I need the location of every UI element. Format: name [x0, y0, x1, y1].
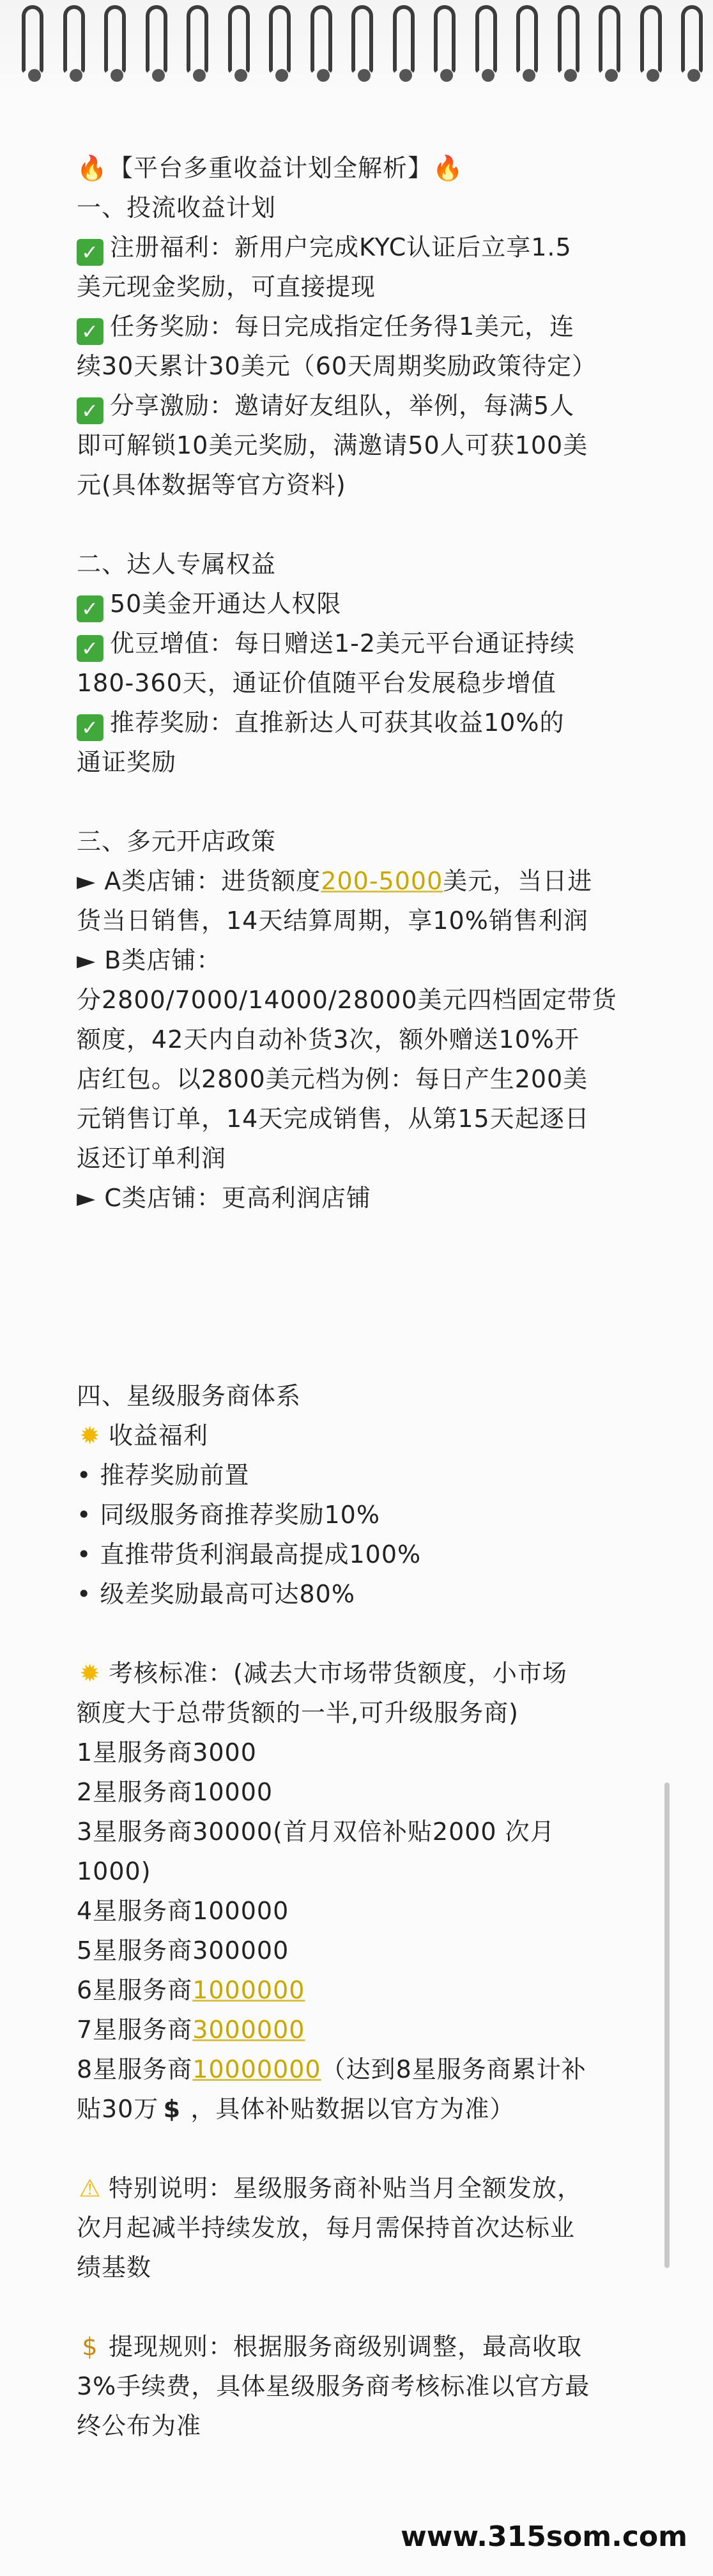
item-text: 50美金开通达人权限	[110, 590, 342, 618]
check-mark-icon: ✓	[77, 635, 103, 662]
binding-ring	[596, 5, 625, 82]
benefits-title-text: 收益福利	[109, 1422, 209, 1450]
level-value: 30000(首月双倍补贴2000 次月	[192, 1818, 555, 1846]
binding-ring	[555, 5, 585, 82]
item-continuation: 美元现金奖励，可直接提现	[77, 273, 376, 301]
highlighted-amount: 200-5000	[321, 867, 443, 895]
standard-line	[77, 1653, 639, 1693]
highlighted-amount: 3000000	[192, 2016, 305, 2044]
binding-ring	[19, 5, 49, 82]
level-value: 300000	[192, 1936, 289, 1965]
standard-line: 额度大于总带货额的一半,可升级服务商)	[77, 1699, 519, 1727]
binding-ring	[308, 5, 337, 82]
level-value: 10000	[192, 1778, 273, 1806]
level-row	[77, 1970, 639, 2010]
list-item	[77, 227, 639, 267]
list-item	[77, 703, 639, 742]
heavy-dollar-sign-icon: $	[163, 2095, 181, 2123]
withdraw-rule	[77, 2327, 639, 2366]
watermark: www.315som.com	[401, 2520, 687, 2553]
item-text: 分享激励：邀请好友组队，举例，每满5人	[110, 392, 575, 420]
shop-b-line: 店红包。以2800美元档为例：每日产生200美	[77, 1065, 588, 1093]
special-note	[77, 2168, 639, 2208]
level-row	[77, 1812, 639, 1851]
item-continuation: 通证奖励	[77, 748, 177, 776]
level-row	[77, 1733, 639, 1772]
level-row	[77, 1931, 639, 1970]
binding-ring	[349, 5, 378, 82]
level-row	[77, 1851, 639, 1891]
level-label: 3星服务商	[77, 1818, 193, 1846]
highlighted-amount: 10000000	[192, 2055, 321, 2083]
check-mark-icon: ✓	[77, 397, 103, 424]
level-label: 1星服务商	[77, 1738, 193, 1767]
level-label: 8星服务商	[77, 2055, 193, 2083]
level-label: 5星服务商	[77, 1936, 193, 1965]
item-continuation: 续30天累计30美元（60天周期奖励政策待定）	[77, 352, 597, 380]
level-value: 100000	[192, 1897, 289, 1925]
shop-b-line: 分2800/7000/14000/28000美元四档固定带货	[77, 986, 617, 1014]
shop-b-line: 元销售订单，14天完成销售，从第15天起逐日	[77, 1105, 590, 1133]
level-label: 6星服务商	[77, 1976, 193, 2004]
shop-c-line: ► C类店铺：更高利润店铺	[77, 1184, 371, 1212]
item-continuation: 货当日销售，14天结算周期，享10%销售利润	[77, 907, 588, 935]
section-heading: 一、投流收益计划	[77, 194, 277, 222]
page-title	[77, 148, 639, 188]
level-row	[77, 2010, 639, 2050]
fire-icon: 🔥	[433, 154, 464, 182]
level-note-text: ，具体补贴数据以官方为准）	[190, 2095, 515, 2123]
binding-ring	[638, 5, 667, 82]
binding-ring	[473, 5, 502, 82]
fire-icon: 🔥	[77, 154, 108, 182]
level-note-text: 贴30万	[77, 2095, 159, 2123]
binding-ring	[184, 5, 213, 82]
benefits-title	[77, 1416, 639, 1455]
level-row	[77, 2050, 639, 2089]
check-mark-icon: ✓	[77, 239, 103, 266]
level-label: 2星服务商	[77, 1778, 193, 1806]
shop-a-line	[77, 861, 639, 901]
level-label: 4星服务商	[77, 1897, 193, 1925]
level-row	[77, 1772, 639, 1812]
binding-ring	[61, 5, 90, 82]
binding-ring	[143, 5, 172, 82]
level-note-line	[77, 2089, 639, 2129]
binding-ring	[678, 5, 708, 82]
item-text: 注册福利：新用户完成KYC认证后立享1.5	[110, 233, 572, 261]
level-label: 7星服务商	[77, 2016, 193, 2044]
scrollbar[interactable]	[664, 1782, 670, 2268]
special-text: 特别说明：星级服务商补贴当月全额发放，	[109, 2174, 583, 2202]
highlighted-amount: 1000000	[192, 1976, 305, 2004]
level-note: （达到8星服务商累计补	[321, 2055, 586, 2083]
item-continuation: 180-360天，通证价值随平台发展稳步增值	[77, 669, 556, 697]
check-mark-icon: ✓	[77, 714, 103, 741]
notebook-spiral-binding	[0, 0, 713, 96]
item-text: 推荐奖励：直推新达人可获其收益10%的	[110, 709, 565, 737]
shop-b-title: ► B类店铺：	[77, 946, 222, 974]
article-body	[77, 148, 639, 2446]
list-item	[77, 307, 639, 346]
shop-b-line: 返还订单利润	[77, 1144, 227, 1172]
item-text: 优豆增值：每日赠送1-2美元平台通证持续	[110, 629, 576, 657]
glowing-star-icon: ✹	[79, 1422, 101, 1450]
title-text: 【平台多重收益计划全解析】	[109, 154, 433, 182]
bullet-item: • 级差奖励最高可达80%	[77, 1580, 355, 1608]
section-heading: 二、达人专属权益	[77, 550, 277, 578]
section-heading: 三、多元开店政策	[77, 827, 277, 855]
money-bag-icon: $	[82, 2333, 98, 2361]
level-row	[77, 1891, 639, 1931]
list-item	[77, 624, 639, 663]
list-item	[77, 386, 639, 425]
binding-ring	[390, 5, 420, 82]
glowing-star-icon: ✹	[79, 1659, 101, 1687]
withdraw-rule: 3%手续费，具体星级服务商考核标准以官方最	[77, 2372, 590, 2400]
check-mark-icon: ✓	[77, 595, 103, 622]
standard-text: 考核标准：(减去大市场带货额度，小市场	[109, 1659, 567, 1687]
withdraw-text: 提现规则：根据服务商级别调整，最高收取	[109, 2333, 583, 2361]
special-note: 次月起减半持续发放，每月需保持首次达标业	[77, 2214, 576, 2242]
binding-ring	[102, 5, 131, 82]
item-continuation: 即可解锁10美元奖励，满邀请50人可获100美	[77, 431, 588, 459]
level-value: 1000)	[77, 1857, 151, 1885]
check-mark-icon: ✓	[77, 318, 103, 345]
shop-a-suffix: 美元，当日进	[443, 867, 593, 895]
withdraw-rule: 终公布为准	[77, 2412, 202, 2440]
binding-ring	[514, 5, 543, 82]
shop-b-line: 额度，42天内自动补货3次，额外赠送10%开	[77, 1025, 579, 1054]
binding-ring	[226, 5, 255, 82]
bullet-item: • 直推带货利润最高提成100%	[77, 1540, 422, 1568]
bullet-item: • 同级服务商推荐奖励10%	[77, 1501, 380, 1529]
bullet-item: • 推荐奖励前置	[77, 1461, 250, 1489]
section-heading: 四、星级服务商体系	[77, 1382, 302, 1410]
list-item	[77, 584, 639, 624]
item-continuation: 元(具体数据等官方资料)	[77, 471, 346, 499]
binding-ring	[431, 5, 461, 82]
shop-a-prefix: ► A类店铺：进货额度	[77, 867, 321, 895]
item-text: 任务奖励：每日完成指定任务得1美元，连	[110, 312, 575, 341]
warning-icon: ⚠	[79, 2174, 102, 2202]
special-note: 绩基数	[77, 2253, 152, 2281]
level-value: 3000	[192, 1738, 257, 1767]
binding-ring	[266, 5, 296, 82]
